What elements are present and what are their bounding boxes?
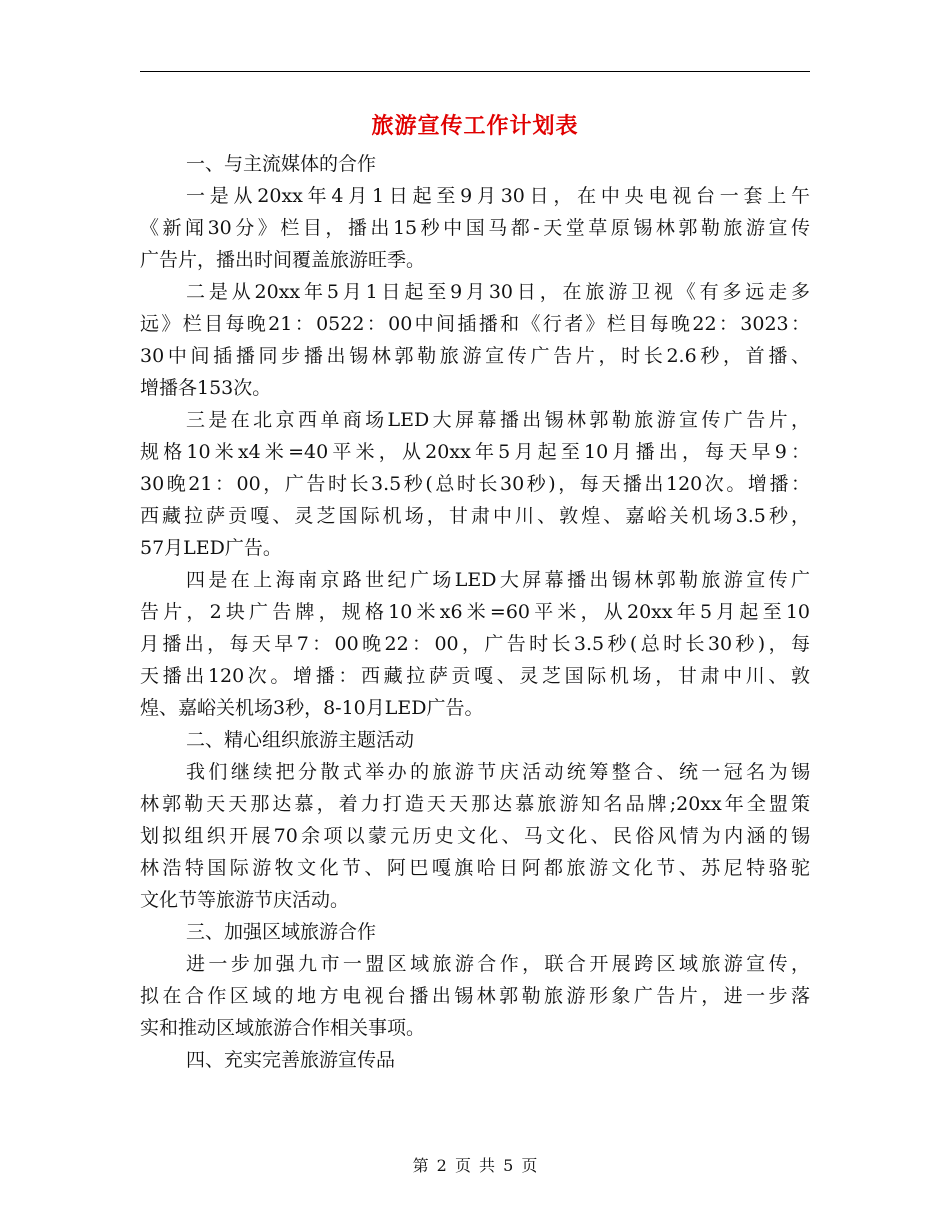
text-line: 划拟组织开展70余项以蒙元历史文化、马文化、民俗风情为内涵的锡 [140,825,810,847]
text-line: 告片，2块广告牌，规格10米x6米=60平米，从20xx年5月起至10 [140,601,810,623]
text-line: 文化节等旅游节庆活动。 [140,889,350,911]
header-rule [140,71,810,72]
text-line: 30中间插播同步播出锡林郭勒旅游宣传广告片，时长2.6秒，首播、 [140,345,810,367]
text-line: 57月LED广告。 [140,537,282,559]
text-line: 一、与主流媒体的合作 [186,153,377,175]
text-line: 三、加强区域旅游合作 [186,921,377,943]
text-line: 一是从20xx年4月1日起至9月30日，在中央电视台一套上午 [186,185,810,207]
document-title: 旅游宣传工作计划表 [371,113,579,139]
text-line: 广告片，播出时间覆盖旅游旺季。 [140,249,426,271]
text-line: 拟在合作区域的地方电视台播出锡林郭勒旅游形象广告片，进一步落 [140,985,810,1007]
document-body [140,148,810,1076]
text-line: 二、精心组织旅游主题活动 [186,729,415,751]
text-line: 四、充实完善旅游宣传品 [186,1049,396,1071]
text-line: 远》栏目每晚21：0522：00中间插播和《行者》栏目每晚22：3023： [140,313,810,335]
text-line: 我们继续把分散式举办的旅游节庆活动统筹整合、统一冠名为锡 [186,761,810,783]
text-line: 30晚21：00，广告时长3.5秒(总时长30秒)，每天播出120次。增播： [140,473,810,495]
text-line: 三是在北京西单商场LED大屏幕播出锡林郭勒旅游宣传广告片， [186,409,810,431]
text-line: 月播出，每天早7：00晚22：00，广告时长3.5秒(总时长30秒)，每 [140,633,810,655]
text-line: 规格10米x4米=40平米，从20xx年5月起至10月播出，每天早9： [140,441,810,463]
text-line: 天播出120次。增播：西藏拉萨贡嘎、灵芝国际机场，甘肃中川、敦 [140,665,810,687]
text-line: 林浩特国际游牧文化节、阿巴嘎旗哈日阿都旅游文化节、苏尼特骆驼 [140,857,810,879]
text-line: 《新闻30分》栏目，播出15秒中国马都-天堂草原锡林郭勒旅游宣传 [140,217,810,239]
page-footer: 第 2 页 共 5 页 [412,1156,538,1175]
text-line: 二是从20xx年5月1日起至9月30日，在旅游卫视《有多远走多 [186,281,810,303]
text-line: 煌、嘉峪关机场3秒，8-10月LED广告。 [140,697,484,719]
text-line: 实和推动区域旅游合作相关事项。 [140,1017,426,1039]
text-line: 四是在上海南京路世纪广场LED大屏幕播出锡林郭勒旅游宣传广 [186,569,810,591]
text-line: 西藏拉萨贡嘎、灵芝国际机场，甘肃中川、敦煌、嘉峪关机场3.5秒， [140,505,810,527]
text-line: 增播各153次。 [140,377,272,399]
text-line: 林郭勒天天那达慕，着力打造天天那达慕旅游知名品牌;20xx年全盟策 [140,793,810,815]
text-line: 进一步加强九市一盟区域旅游合作，联合开展跨区域旅游宣传， [186,953,810,975]
